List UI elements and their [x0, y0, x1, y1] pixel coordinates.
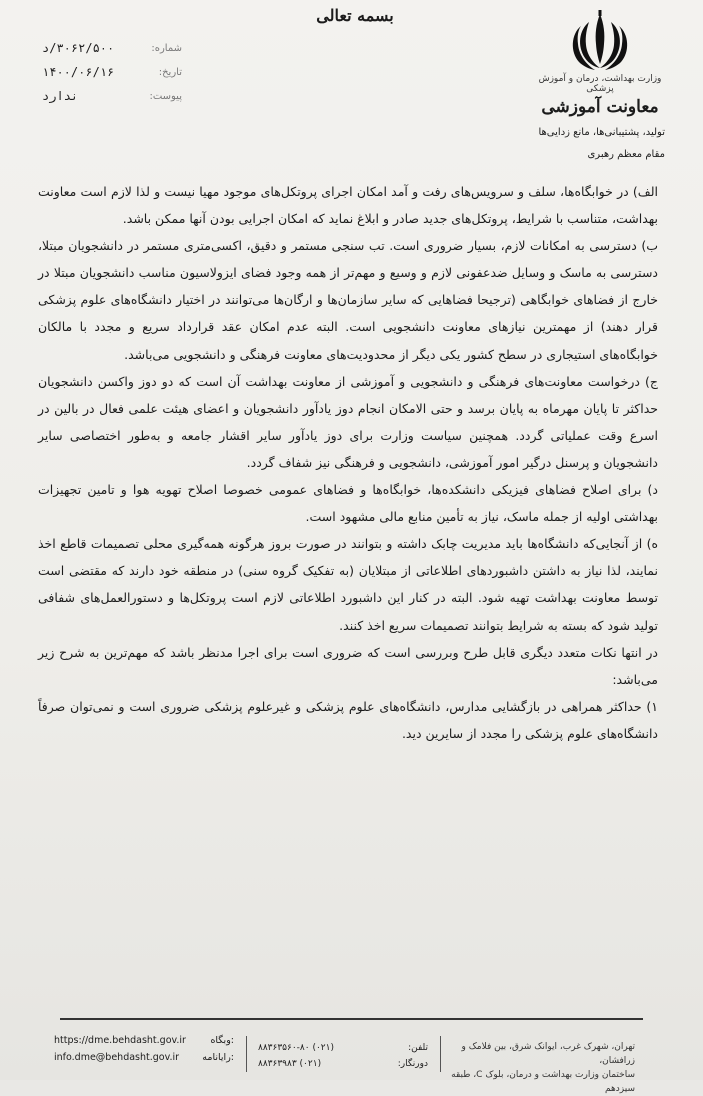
- body-paragraph-he: ه) از آنجایی‌که دانشگاه‌ها باید مدیریت چابک داشته و بتوانند در صورت بروز هرگونه همه‌گیری محلی تصمیمات قاطع اخذ نمایند، لذا نیاز به داشتن داشبوردهای اطلاعاتی از مبتلایان (به تفکیک گروه سنی) در منطقه خود دارند که مقتضی است توسط معاونت بهداشت تهیه شود. البته در کنار این داشبورد اطلاعاتی لازم است پروتکل‌ها و دستورالعمل‌های شفافی تولید شود که بسته به شرایط بتوانند تصمیمات سریع اخذ کنند.: [38, 536, 658, 633]
- number-label: شماره:: [151, 42, 182, 54]
- number-value: ۳۰۶۲/۵۰۰/د: [42, 41, 115, 55]
- email-row: [54, 1049, 234, 1066]
- recipients-block: [538, 122, 665, 166]
- website-row: [54, 1032, 234, 1049]
- footer-phones: [258, 1040, 428, 1072]
- fax-label: دورنگار:: [397, 1059, 428, 1069]
- body-paragraph-intro: در انتها نکات متعدد دیگری قابل طرح وبررسی است که ضروری است برای اجرا مدنظر باشد که مهم‌ترین به شرح زیر می‌باشد:: [38, 644, 658, 687]
- phone-value: (۰۲۱) ۸۸۳۶۳۵۶۰-۸۰: [258, 1043, 334, 1053]
- attachment-row: [42, 84, 182, 108]
- phone-label: تلفن:: [408, 1043, 428, 1053]
- recipient-line: تولید، پشتیبانی‌ها، مانع زدایی‌ها: [538, 127, 665, 138]
- address-line: تهران، شهرک غرب، ایوانک شرق، بین فلامک و زرافشان،: [461, 1042, 635, 1066]
- fax-row: [258, 1056, 428, 1072]
- number-row: [42, 36, 182, 60]
- letter-meta: [42, 36, 182, 108]
- website-value[interactable]: https://dme.behdasht.gov.ir: [54, 1035, 186, 1046]
- email-value[interactable]: info.dme@behdasht.gov.ir: [54, 1052, 180, 1063]
- ministry-logo-block: [535, 10, 665, 117]
- letter-footer: [0, 1018, 703, 1094]
- basmala-heading: بسمه تعالی: [316, 6, 394, 25]
- body-paragraph-alef: الف) در خوابگاه‌ها، سلف و سرویس‌های رفت و آمد امکان اجرای پروتکل‌های موجود مهیا نیست و لذا لازم است معاونت بهداشت، متناسب با شرایط، پروتکل‌های جدید صادر و ابلاغ نماید که امکان اجرایی بودن آنها ممکن باشد.: [38, 184, 658, 227]
- date-row: [42, 60, 182, 84]
- attachment-value: ندارد: [42, 89, 79, 103]
- ministry-name: وزارت بهداشت، درمان و آموزش پزشکی: [538, 74, 662, 94]
- footer-divider: [60, 1018, 643, 1020]
- footer-separator: [440, 1036, 441, 1072]
- phone-row: [258, 1040, 428, 1056]
- attachment-label: پیوست:: [149, 90, 182, 102]
- body-paragraph-jim: ج) درخواست معاونت‌های فرهنگی و دانشجویی و آموزشی از معاونت بهداشت آن است که دو دوز واکسن دانشجویان حداکثر تا پایان مهرماه به پایان برسد و حتی الامکان انجام دوز یادآور دانشجویان و اعضای هیئت علمی فعال در بالین در اسرع وقت عملیاتی گردد. همچنین سیاست وزارت برای دوز یادآور سایر اقشار جامعه و به‌طور اختصاصی سایر دانشجویان و پرسنل درگیر امور آموزشی، دانشجویی و فرهنگی نیز شفاف گردد.: [38, 373, 658, 470]
- body-paragraph-item-1: ۱) حداکثر همراهی در بازگشایی مدارس، دانشگاه‌های علوم پزشکی و غیرعلوم پزشکی ضروری است و نمی‌توان صرفاً دانشگاه‌های علوم پزشکی را مجدد از سایرین دید.: [38, 698, 658, 741]
- body-paragraph-be: ب) دسترسی به امکانات لازم، بسیار ضروری است. تب سنجی مستمر و دقیق، اکسی‌متری مستمر در دانشجویان مبتلا، دسترسی به ماسک و وسایل ضدعفونی لازم و وسیع و مهم‌تر از همه وجود فضای ایزولاسیون مناسب دانشجویان مبتلا در خارج از فضاهای خوابگاهی (ترجیحا فضاهایی که سایر سازمان‌ها و ارگان‌ها می‌توانند در اختیار دانشگاه‌های علوم پزشکی قرار دهند) از مهمترین نیازهای معاونت دانشجویی است. البته عدم امکان عقد قرارداد سریع و مجدد با مالکان خوابگاه‌های استیجاری در سطح کشور یکی دیگر از محدودیت‌های معاونت فرهنگی و دانشجویی می‌باشد.: [38, 238, 658, 362]
- footer-address: [425, 1040, 635, 1096]
- email-label: رایانامه:: [202, 1052, 234, 1063]
- body-paragraph-dal: د) برای اصلاح فضاهای فیزیکی دانشکده‌ها، خوابگاه‌ها و فضاهای عمومی خصوصا اصلاح تهویه هوا و تامین تجهیزات بهداشتی اولیه از جمله ماسک، نیاز به تأمین منابع مالی مشهود است.: [38, 482, 658, 525]
- footer-separator: [246, 1036, 247, 1072]
- address-line: ساختمان وزارت بهداشت و درمان، بلوک C، طبقه سیزدهم: [451, 1070, 635, 1094]
- letter-header: [0, 0, 703, 175]
- date-value: ۱۴۰۰/۰۶/۱۶: [42, 65, 115, 79]
- iran-emblem-icon: [565, 10, 635, 72]
- letter-body: [38, 178, 658, 747]
- date-label: تاریخ:: [158, 66, 182, 78]
- website-label: وبگاه:: [210, 1035, 234, 1046]
- footer-web: [54, 1032, 234, 1066]
- recipient-line: مقام معظم رهبری: [587, 149, 665, 160]
- department-name: معاونت آموزشی: [541, 97, 659, 117]
- fax-value: (۰۲۱) ۸۸۳۶۳۹۸۳: [258, 1059, 322, 1069]
